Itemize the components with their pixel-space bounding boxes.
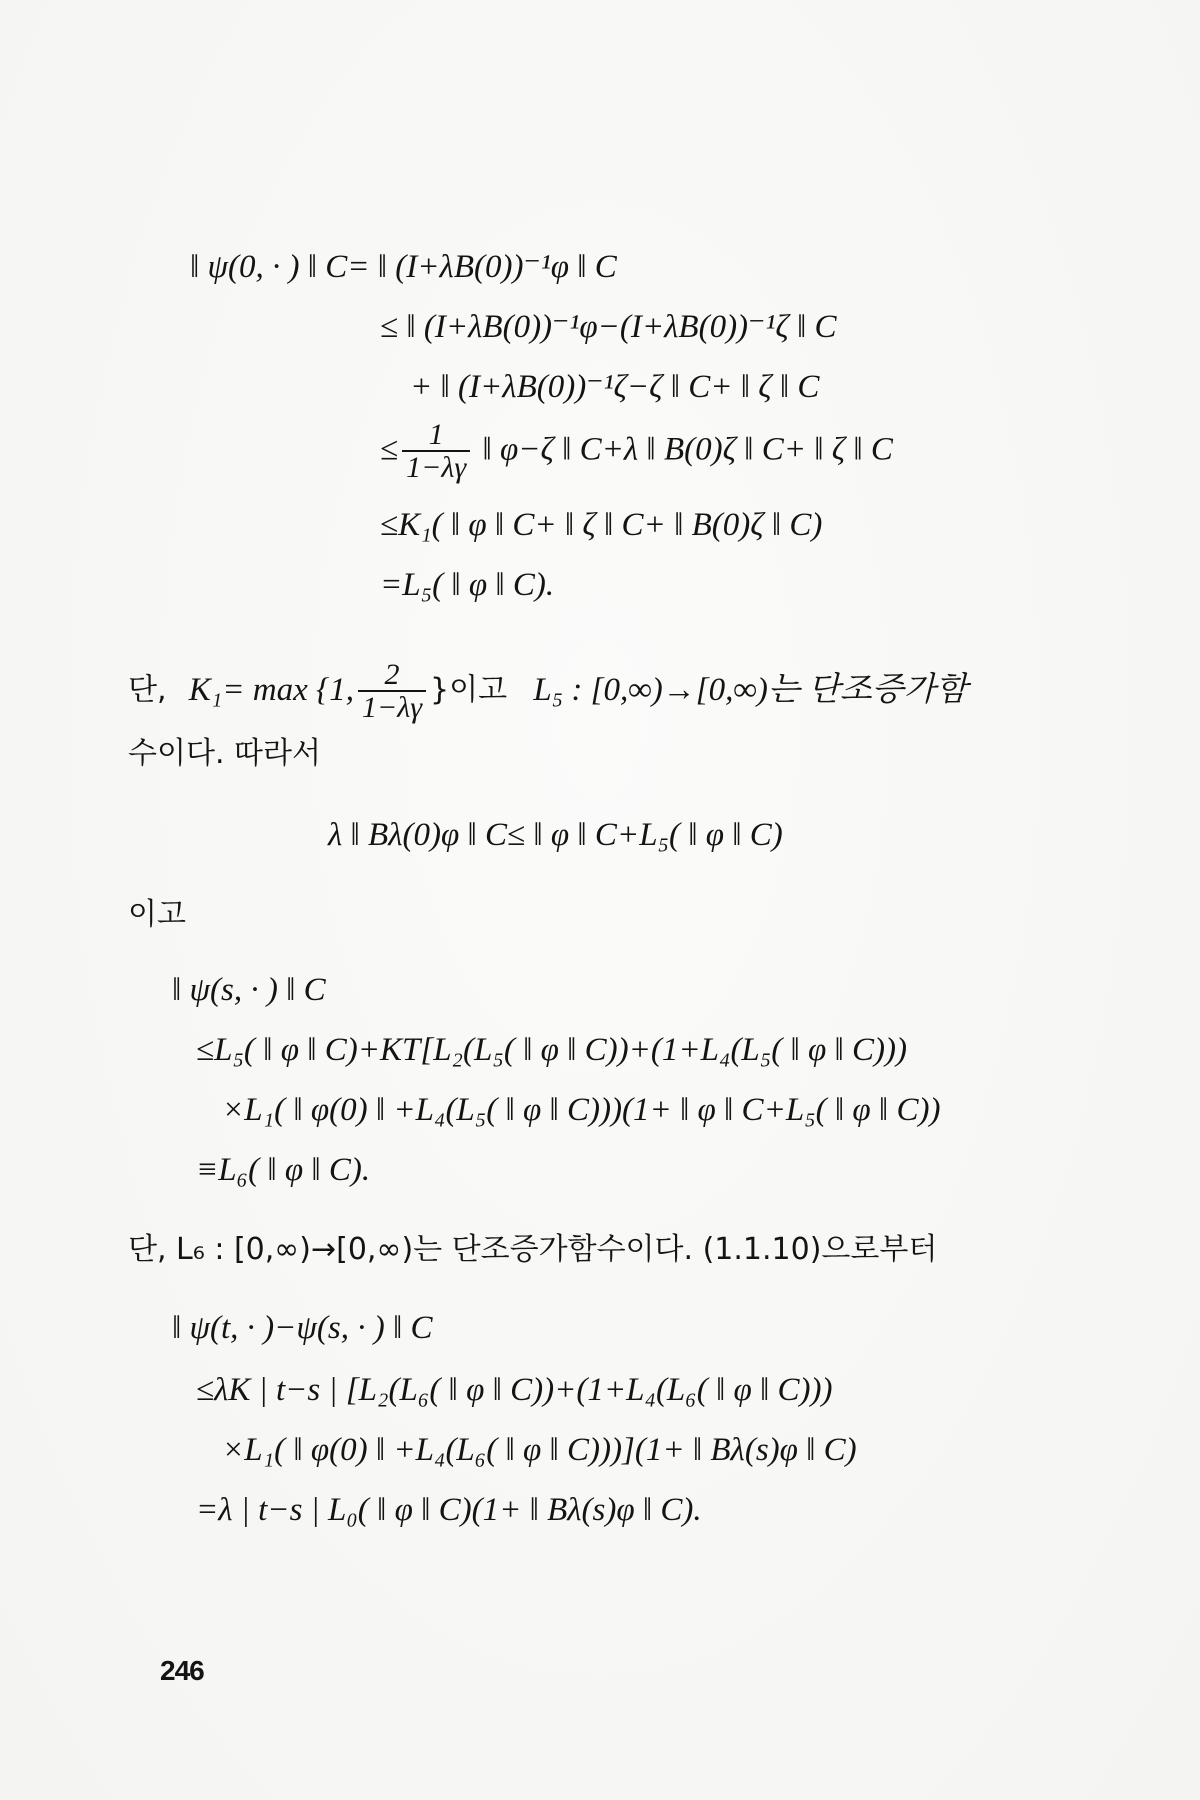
eq1-line1: ‖ ψ(0, · ) ‖ C= ‖ (I+λB(0))⁻¹φ ‖ C	[190, 249, 617, 285]
page-number: 246	[160, 1655, 204, 1686]
word-igo: 이고	[128, 897, 186, 932]
eq1-fraction	[402, 420, 470, 484]
eq4-line1: ‖ ψ(t, · )−ψ(s, · ) ‖ C	[172, 1310, 433, 1346]
eq1-line3: + ‖ (I+λB(0))⁻¹ζ−ζ ‖ C+ ‖ ζ ‖ C	[410, 369, 820, 405]
para1-igo: }이고	[430, 672, 508, 708]
eq1-fraction-numerator: 1	[428, 418, 444, 451]
eq3-line2: ≤L₅( ‖ φ ‖ C)+KT[L₂(L₅( ‖ φ ‖ C))+(1+L₄(L₅( ‖ φ ‖ C)))	[196, 1032, 908, 1068]
eq4-line3: ×L₁( ‖ φ(0) ‖ +L₄(L₆( ‖ φ ‖ C)))](1+ ‖ Bλ(s)φ ‖ C)	[222, 1432, 857, 1468]
eq1-line5: ≤K₁( ‖ φ ‖ C+ ‖ ζ ‖ C+ ‖ B(0)ζ ‖ C)	[380, 507, 823, 543]
eq4-line4: =λ | t−s | L₀( ‖ φ ‖ C)(1+ ‖ Bλ(s)φ ‖ C).	[196, 1492, 702, 1528]
para1-fraction-numerator: 2	[384, 658, 400, 691]
eq1-line6: =L₅( ‖ φ ‖ C).	[380, 567, 555, 603]
eq3-line4: ≡L₆( ‖ φ ‖ C).	[196, 1152, 371, 1188]
para1-fraction	[358, 660, 426, 724]
para1-l5: L₅ : [0,∞)→[0,∞)는 단조증가함	[533, 671, 968, 708]
eq3-line1: ‖ ψ(s, · ) ‖ C	[172, 972, 326, 1008]
para1-k1: K₁= max {1,	[188, 671, 354, 708]
para1-fraction-denominator: 1−λγ	[358, 690, 426, 724]
eq1-line4	[380, 420, 893, 484]
para1-dan: 단,	[128, 672, 167, 708]
para1-line2: 수이다. 따라서	[128, 736, 321, 771]
eq1-line4-rest: ‖ φ−ζ ‖ C+λ ‖ B(0)ζ ‖ C+ ‖ ζ ‖ C	[482, 431, 893, 468]
eq1-fraction-denominator: 1−λγ	[402, 450, 470, 484]
para2: 단, L₆ : [0,∞)→[0,∞)는 단조증가함수이다. (1.1.10)으로부터	[128, 1232, 938, 1267]
eq2: λ ‖ Bλ(0)φ ‖ C≤ ‖ φ ‖ C+L₅( ‖ φ ‖ C)	[328, 817, 783, 853]
eq4-line2: ≤λK | t−s | [L₂(L₆( ‖ φ ‖ C))+(1+L₄(L₆( ‖ φ ‖ C)))	[196, 1372, 833, 1408]
eq1-line4-prefix: ≤	[380, 431, 399, 468]
eq1-line2: ≤ ‖ (I+λB(0))⁻¹φ−(I+λB(0))⁻¹ζ ‖ C	[380, 309, 837, 345]
eq3-line3: ×L₁( ‖ φ(0) ‖ +L₄(L₅( ‖ φ ‖ C)))(1+ ‖ φ ‖ C+L₅( ‖ φ ‖ C))	[222, 1092, 941, 1128]
para1-line1	[128, 660, 967, 724]
